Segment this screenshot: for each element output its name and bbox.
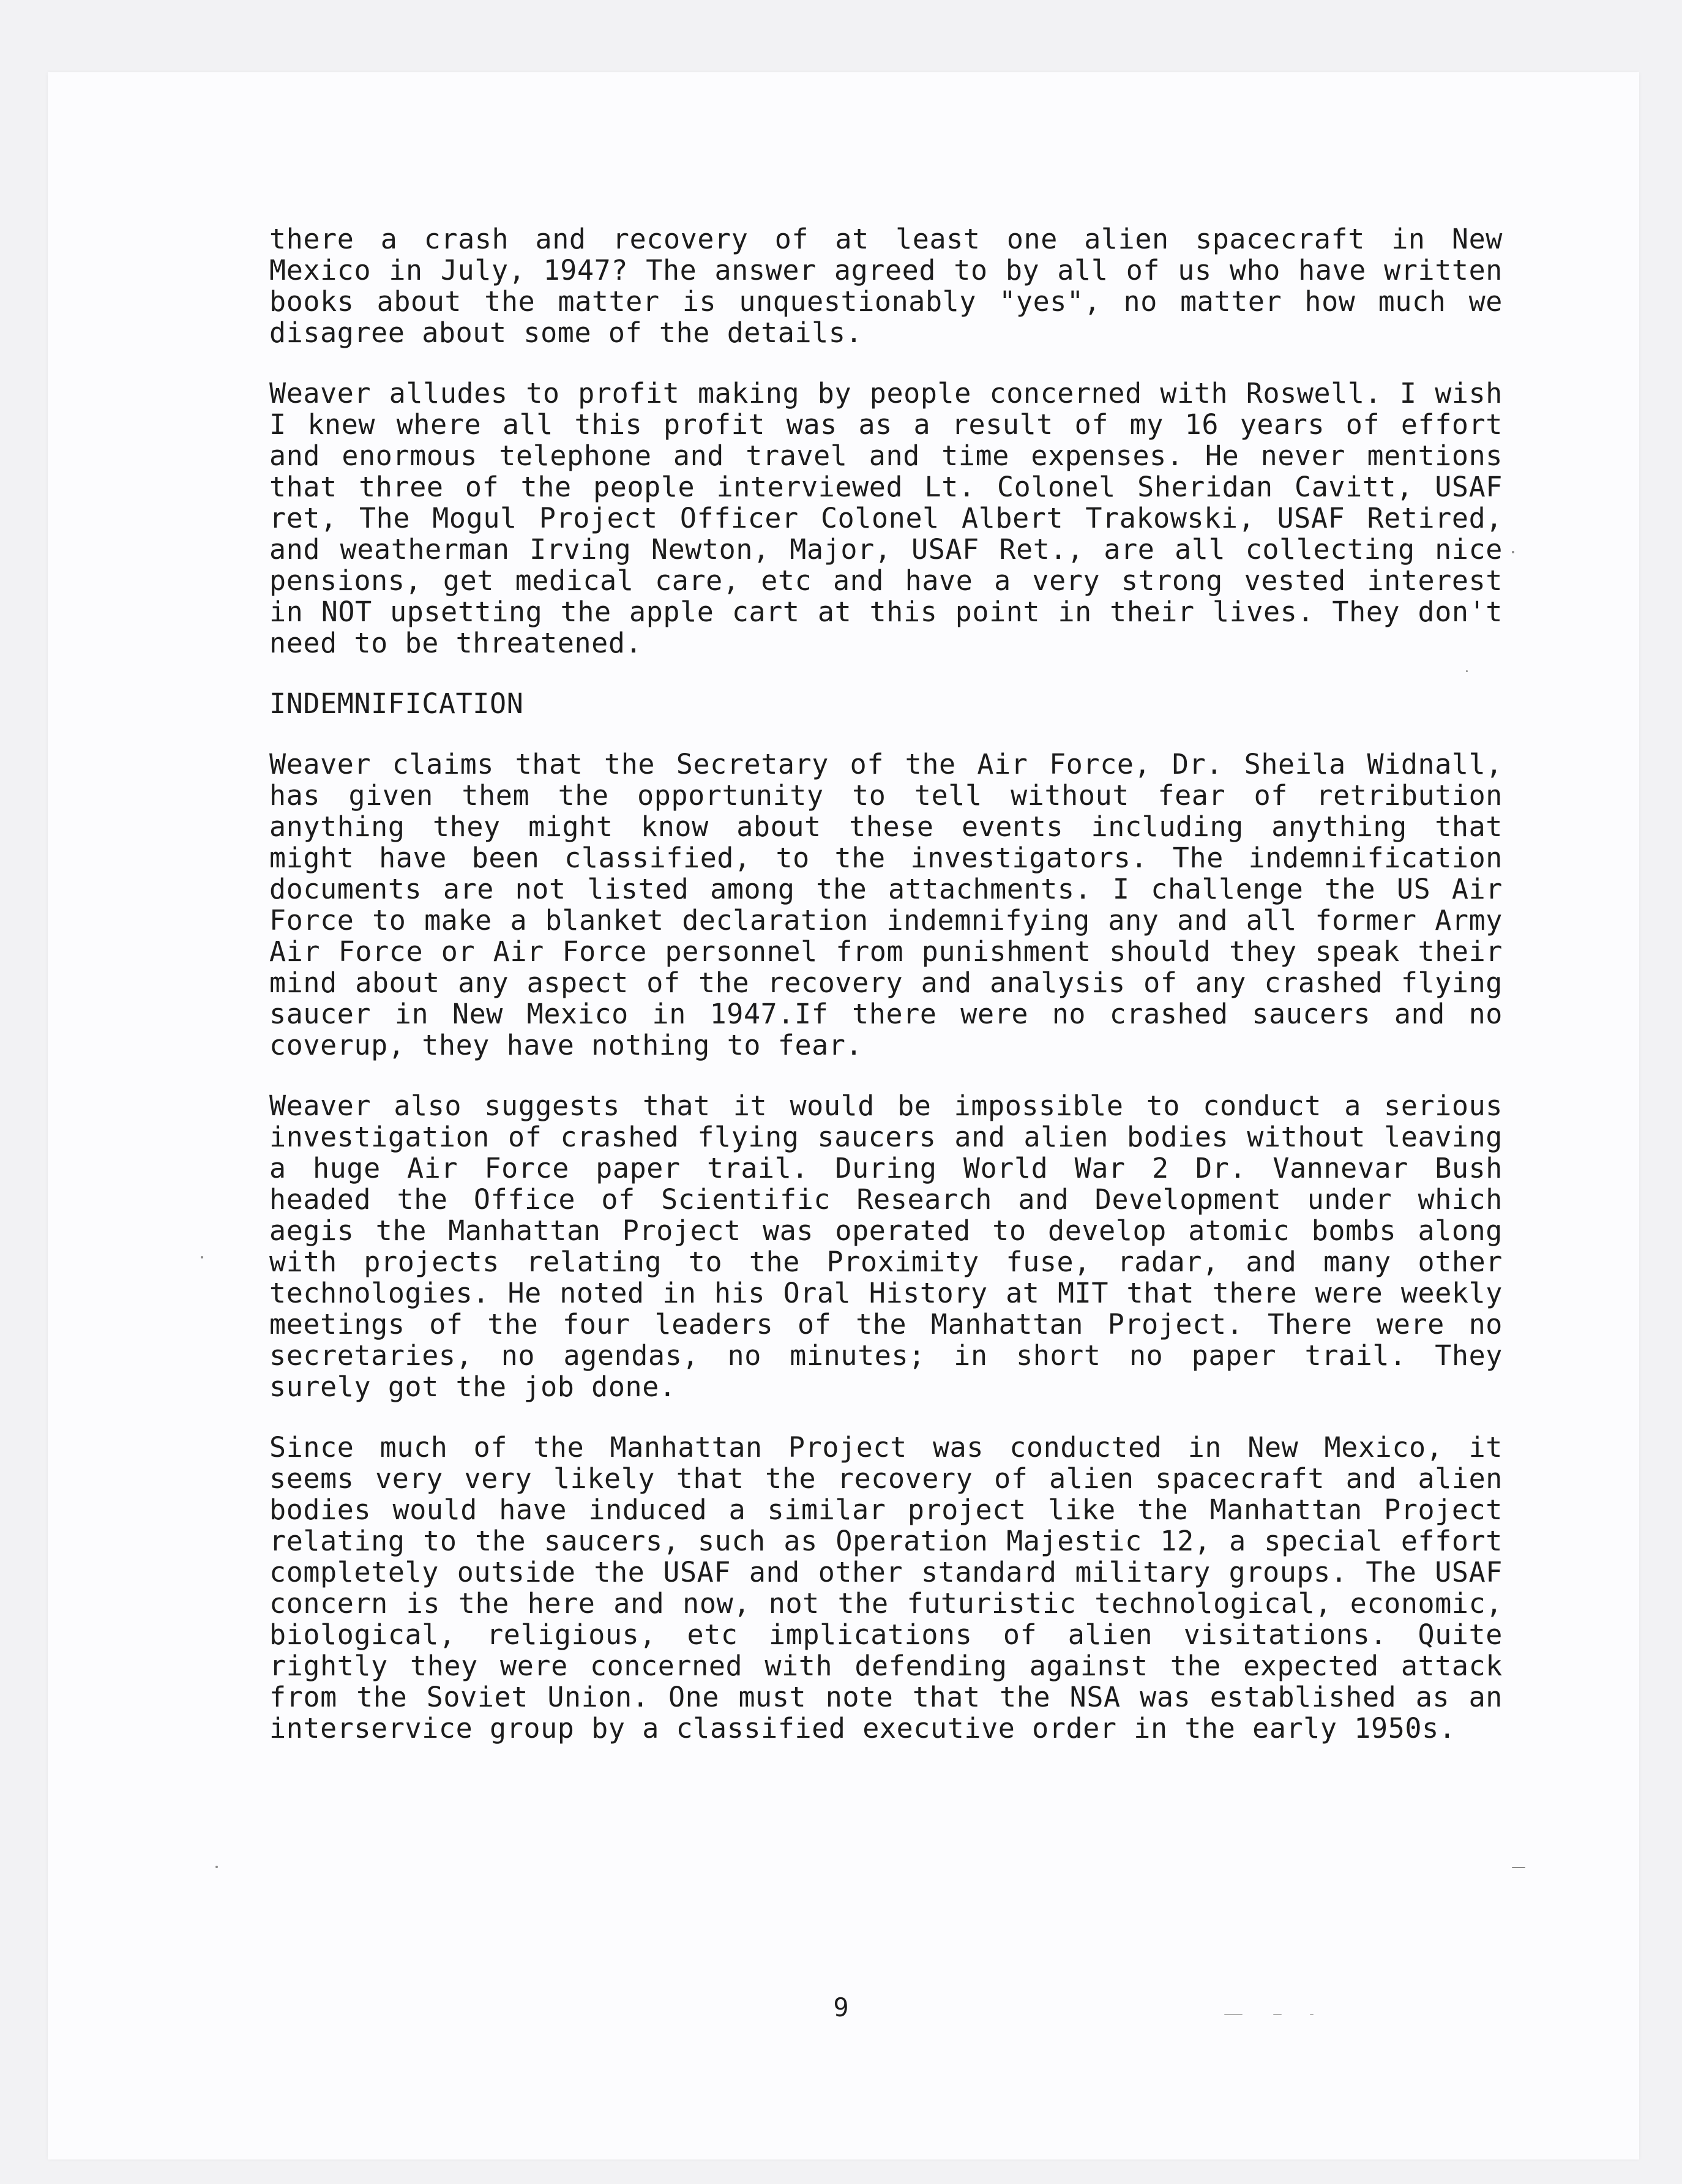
document-body bbox=[269, 223, 1503, 1773]
paragraph-profit: Weaver alludes to profit making by people concerned with Roswell. I wish I knew where all this profit was as a result of my 16 years of effort and enormous telephone and travel and time expenses. He never mentions that three of the people interviewed Lt. Colonel Sheridan Cavitt, USAF ret, The Mogul Project Officer Colonel Albert Trakowski, USAF Retired, and weatherman Irving Newton, Major, USAF Ret., are all collecting nice pensions, get medical care, etc and have a very strong vested interest in NOT upsetting the apple cart at this point in their lives. They don't need to be threatened. bbox=[269, 377, 1503, 659]
section-heading: INDEMNIFICATION bbox=[269, 687, 524, 720]
scan-speck bbox=[1512, 551, 1514, 553]
scan-speck bbox=[1273, 2014, 1282, 2015]
scan-speck bbox=[1224, 2014, 1243, 2015]
paragraph-continued: there a crash and recovery of at least one alien spacecraft in New Mexico in July, 1947? The answer agreed to by all of us who have written books about the matter is unquestionably "yes", no matter how much we disagree about some of the details. bbox=[269, 223, 1503, 349]
paragraph-indemnification: Weaver claims that the Secretary of the Air Force, Dr. Sheila Widnall, has given them the opportunity to tell without fear of retribution anything they might know about these events including anything that might have been classified, to the investigators. The indemnification documents are not listed among the attachments. I challenge the US Air Force to make a blanket declaration indemnifying any and all former Army Air Force or Air Force personnel from punishment should they speak their mind about any aspect of the recovery and analysis of any crashed flying saucer in New Mexico in 1947.If there were no crashed saucers and no coverup, they have nothing to fear. bbox=[269, 748, 1503, 1061]
paragraph-paper-trail: Weaver also suggests that it would be impossible to conduct a serious investigation of crashed flying saucers and alien bodies without leaving a huge Air Force paper trail. During World War 2 Dr. Vannevar Bush headed the Office of Scientific Research and Development under which aegis the Manhattan Project was operated to develop atomic bombs along with projects relating to the Proximity fuse, radar, and many other technologies. He noted in his Oral History at MIT that there were weekly meetings of the four leaders of the Manhattan Project. There were no secretaries, no agendas, no minutes; in short no paper trail. They surely got the job done. bbox=[269, 1090, 1503, 1403]
scan-speck bbox=[201, 1256, 203, 1258]
scan-speck bbox=[215, 1866, 218, 1868]
paragraph-manhattan-project: Since much of the Manhattan Project was conducted in New Mexico, it seems very very likely that the recovery of alien spacecraft and alien bodies would have induced a similar project like the Manhattan Project relating to the saucers, such as Operation Majestic 12, a special effort completely outside the USAF and other standard military groups. The USAF concern is the here and now, not the futuristic technological, economic, biological, religious, etc implications of alien visitations. Quite rightly they were concerned with defending against the expected attack from the Soviet Union. One must note that the NSA was established as an interservice group by a classified executive order in the early 1950s. bbox=[269, 1431, 1503, 1745]
page-number: 9 bbox=[833, 1992, 849, 2022]
scan-speck bbox=[1466, 670, 1468, 672]
scan-speck bbox=[1310, 2014, 1314, 2015]
scan-speck bbox=[1512, 1867, 1525, 1868]
